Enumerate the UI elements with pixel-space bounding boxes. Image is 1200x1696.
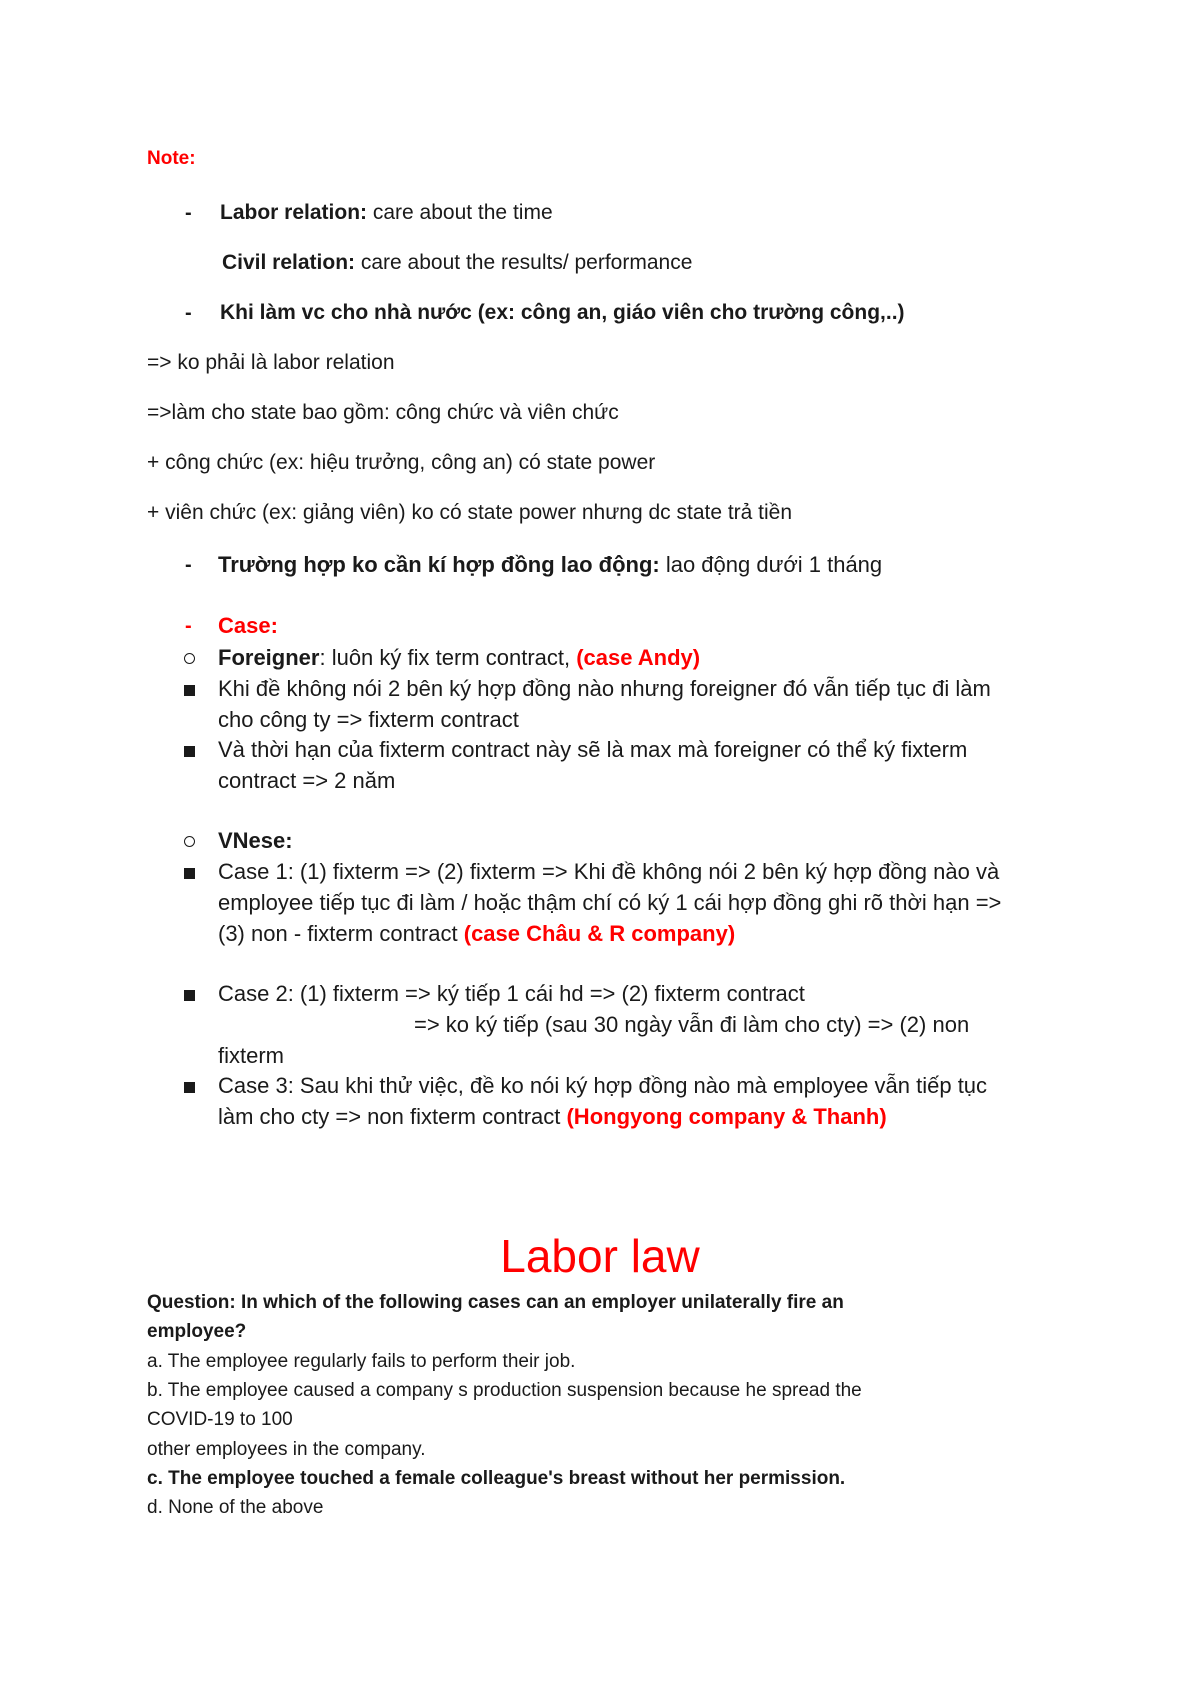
foreigner-label: Foreigner	[218, 645, 320, 670]
dash-bullet: -	[185, 615, 192, 637]
case2-line: fixterm	[218, 1043, 284, 1068]
case1-line	[218, 921, 735, 947]
answer-b-line: b. The employee caused a company s production suspension because he spread the	[147, 1380, 862, 1401]
foreigner-case-ref: (case Andy)	[576, 645, 701, 670]
note-line: + viên chức (ex: giảng viên) ko có state power nhưng dc state trả tiền	[147, 501, 793, 524]
no-contract-line	[218, 552, 882, 578]
foreigner-line	[218, 645, 700, 671]
dash-bullet: -	[185, 302, 192, 324]
civil-relation-label: Civil relation:	[222, 251, 356, 274]
square-bullet	[184, 746, 195, 757]
case2-line: Case 2: (1) fixterm => ký tiếp 1 cái hd => (2) fixterm contract	[218, 981, 805, 1006]
note-line: =>làm cho state bao gồm: công chức và viên chức	[147, 401, 619, 424]
case3-text: làm cho cty => non fixterm contract	[218, 1104, 567, 1129]
dash-bullet: -	[185, 202, 192, 224]
vnese-label: VNese:	[218, 828, 293, 853]
state-work-line: Khi làm vc cho nhà nước (ex: công an, giáo viên cho trường công,..)	[220, 301, 905, 324]
labor-relation-line	[220, 200, 553, 226]
note-line: + công chức (ex: hiệu trưởng, công an) có state power	[147, 451, 656, 474]
case1-ref: (case Châu & R company)	[463, 921, 736, 946]
foreigner-item-line: Và thời hạn của fixterm contract này sẽ là max mà foreigner có thể ký fixterm	[218, 737, 968, 762]
foreigner-item-line: cho công ty => fixterm contract	[218, 707, 519, 732]
answer-b-line: other employees in the company.	[147, 1439, 426, 1460]
foreigner-item-line: Khi đề không nói 2 bên ký hợp đồng nào nhưng foreigner đó vẫn tiếp tục đi làm	[218, 676, 991, 701]
note-line: => ko phải là labor relation	[147, 351, 395, 374]
question-line: Question: In which of the following cases can an employer unilaterally fire an	[147, 1292, 844, 1313]
question-line: employee?	[147, 1321, 247, 1342]
case3-line	[218, 1104, 887, 1130]
square-bullet	[184, 868, 195, 879]
case1-line: Case 1: (1) fixterm => (2) fixterm => Khi đề không nói 2 bên ký hợp đồng nào và	[218, 859, 1000, 884]
civil-relation-line	[222, 250, 692, 276]
labor-law-heading: Labor law	[500, 1230, 700, 1282]
case3-line: Case 3: Sau khi thử việc, đề ko nói ký hợp đồng nào mà employee vẫn tiếp tục	[218, 1073, 988, 1098]
case1-text: (3) non - fixterm contract	[218, 921, 464, 946]
answer-d: d. None of the above	[147, 1497, 324, 1518]
case-title: Case:	[218, 613, 278, 638]
foreigner-item-line: contract => 2 năm	[218, 768, 396, 793]
hollow-circle-bullet	[184, 653, 195, 664]
case2-line: => ko ký tiếp (sau 30 ngày vẫn đi làm cho cty) => (2) non	[414, 1012, 970, 1037]
civil-relation-text: care about the results/ performance	[355, 251, 693, 274]
hollow-circle-bullet	[184, 836, 195, 847]
case3-ref: (Hongyong company & Thanh)	[566, 1104, 887, 1129]
dash-bullet: -	[185, 554, 192, 576]
answer-c: c. The employee touched a female colleague's breast without her permission.	[147, 1468, 846, 1489]
case1-line: employee tiếp tục đi làm / hoặc thậm chí có ký 1 cái hợp đồng ghi rõ thời hạn =>	[218, 890, 1002, 915]
square-bullet	[184, 990, 195, 1001]
square-bullet	[184, 685, 195, 696]
foreigner-text: : luôn ký fix term contract,	[319, 645, 577, 670]
no-contract-label: Trường hợp ko cần kí hợp đồng lao động:	[218, 552, 660, 577]
labor-relation-label: Labor relation:	[220, 201, 368, 224]
note-title: Note:	[147, 148, 196, 169]
labor-relation-text: care about the time	[367, 201, 553, 224]
answer-b-line: COVID-19 to 100	[147, 1409, 293, 1430]
no-contract-text: lao động dưới 1 tháng	[659, 552, 883, 577]
square-bullet	[184, 1082, 195, 1093]
answer-a: a. The employee regularly fails to perform their job.	[147, 1351, 576, 1372]
